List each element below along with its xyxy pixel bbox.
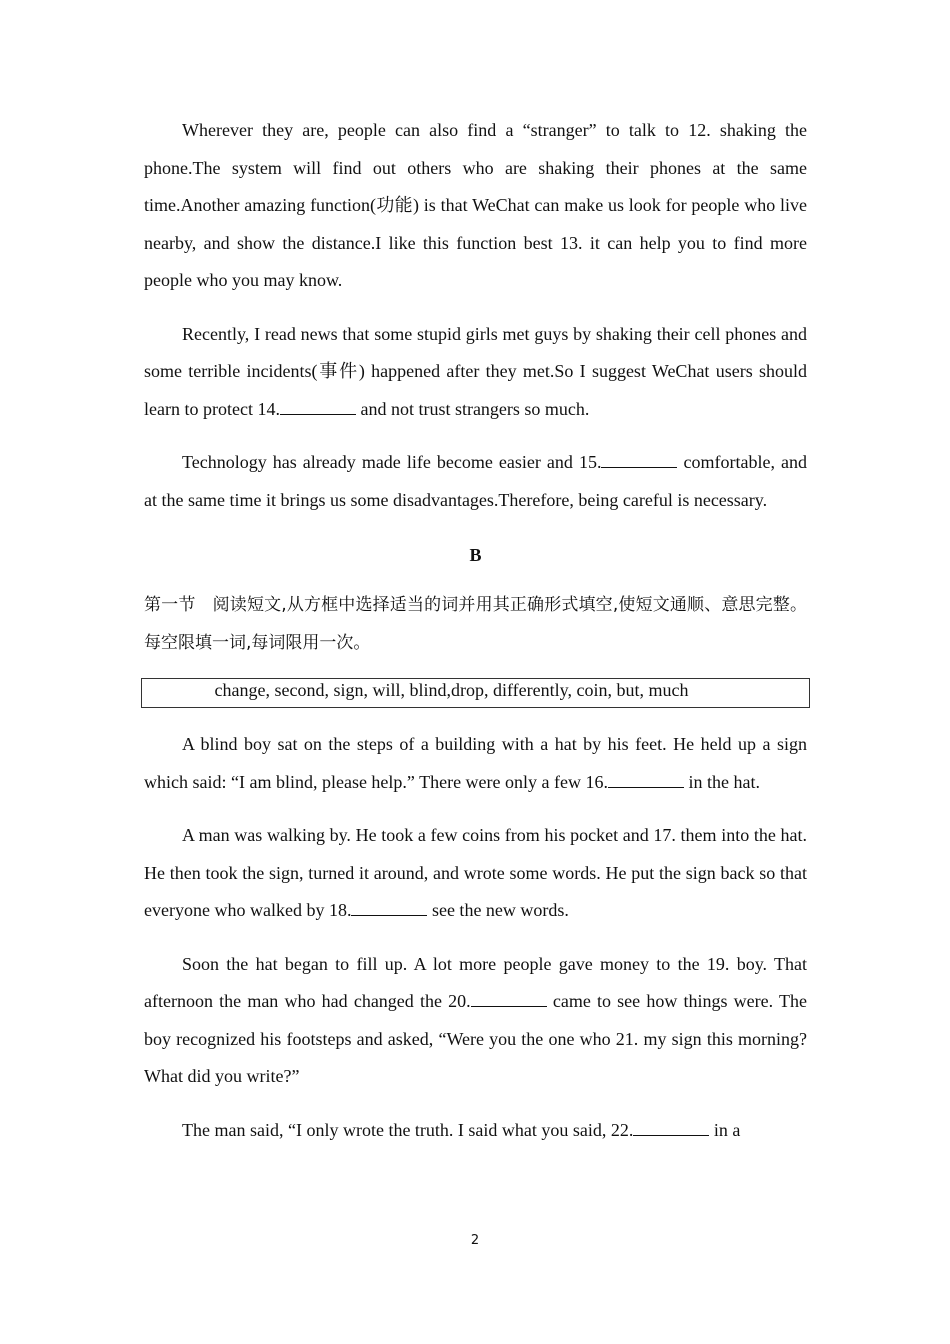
paragraph-text: Technology has already made life become easier and 15. [182,452,602,472]
paragraph-text: and not trust strangers so much. [355,398,590,419]
blank-14 [280,396,356,415]
word-box-text: change, second, sign, will, blind,drop, differently, coin, but, much [214,680,689,700]
paragraph-text: in a [709,1119,741,1140]
paragraph-text: The man said, “I only wrote the truth. I said what you said, 22. [182,1119,634,1140]
instruction-text: 第一节 阅读短文,从方框中选择适当的词并用其正确形式填空,使短文通顺、意思完整。每空限填一词,每词限用一次。 [144,595,807,653]
blank-18 [351,897,427,916]
blank-20 [471,988,547,1007]
paragraph-text: comfortable, and at the same time it brings us some disadvantages.Therefore, being careful is necessary. [144,452,807,510]
paragraph-text: came to see how things were. The boy recognized his footsteps and asked, “Were you the one who 21. my sign this morning? What did you write?” [144,991,807,1086]
paragraph-text: Soon the hat began to fill up. A lot more people gave money to the 19. boy. That afternoon the man who had changed the 20. [144,953,807,1011]
blank-15 [601,449,677,468]
paragraph-hat-fill [144,946,807,1096]
paragraph-truth [144,1112,807,1150]
paragraph-text: see the new words. [427,900,569,920]
blank-22 [633,1117,709,1136]
paragraph-text: A blind boy sat on the steps of a building with a hat by his feet. He held up a sign which said: “I am blind, please help.” There were only a few 16. [144,734,807,792]
blank-16 [608,769,684,788]
paragraph-blind-boy [144,726,807,801]
paragraph-text: Recently, I read news that some stupid girls met guys by shaking their cell phones and some terrible incidents(事件) happened after they met.So I suggest WeChat users should learn to protect 14. [144,323,807,419]
paragraph-wechat-stranger [144,112,807,300]
section-heading: B [469,545,482,565]
paragraph-text: Wherever they are, people can also find a “stranger” to talk to 12. shaking the phone.The system will find out others who are shaking their phones at the same time.Another amazing function(功能) is that WeChat can make us look for people who live nearby, and show the distance.I like this function best 13. it can help you to find more people who you may know. [144,120,807,290]
paragraph-text: in the hat. [684,771,760,792]
paragraph-text: A man was walking by. He took a few coins from his pocket and 17. them into the hat. He then took the sign, turned it around, and wrote some words. He put the sign back so that everyone who walked by 18. [144,825,807,920]
paragraph-man-walking [144,817,807,930]
paragraph-technology [144,444,807,519]
page-number: 2 [470,1233,480,1248]
word-box [141,678,810,708]
document-body [144,112,807,1165]
paragraph-protect [144,316,807,429]
